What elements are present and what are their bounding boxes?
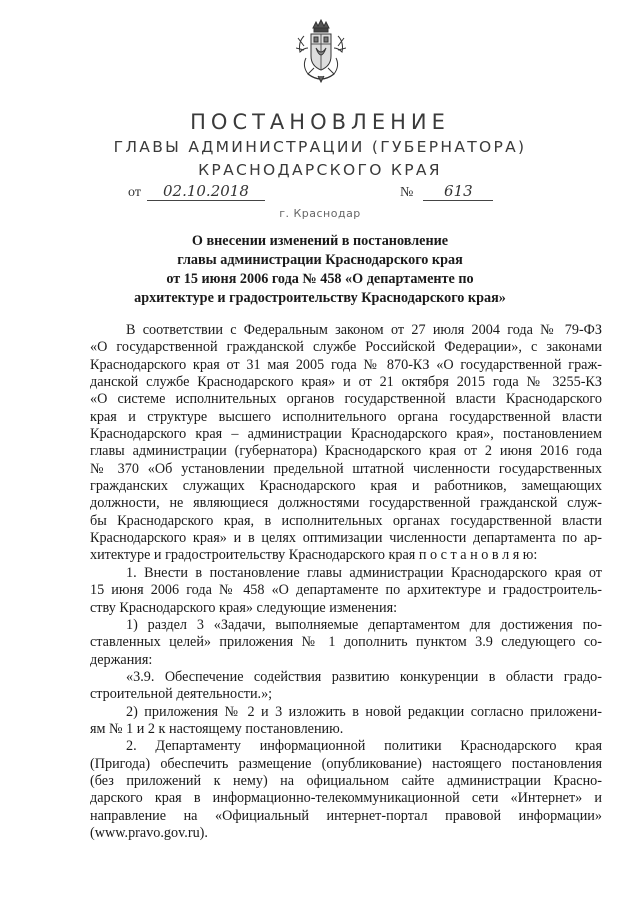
body-line: ству Краснодарского края» следующие изменения:	[90, 599, 398, 616]
document-title	[0, 232, 640, 308]
title-line: главы администрации Краснодарского края	[177, 252, 463, 268]
body-line: 15 июня 2006 года № 458 «О департаменте по архитектуре и градостроитель-	[90, 582, 602, 599]
body-line: держания:	[90, 651, 153, 668]
body-line: В соответствии с Федеральным законом от 27 июля 2004 года № 79-ФЗ	[126, 322, 602, 338]
body-line: Краснодарского края от 31 мая 2005 года № 870-КЗ «О государственной граж-	[90, 356, 602, 373]
city-label: г. Краснодар	[279, 207, 361, 220]
body-line: дарского края в информационно-телекоммуникационной сети «Интернет» и	[90, 790, 602, 807]
body-line: (без приложений к нему) на официальном сайте администрации Красно-	[90, 772, 602, 789]
document-type-heading: ПОСТАНОВЛЕНИЕ	[190, 110, 450, 134]
body-line: строительной деятельности.»;	[90, 686, 273, 703]
number-row	[400, 182, 493, 201]
body-line: 2. Департаменту информационной политики Краснодарского края	[126, 738, 602, 755]
coat-of-arms-icon	[296, 18, 346, 88]
body-line: Краснодарского края» и в целях оптимизации численности департамента по ар-	[90, 530, 602, 547]
body-line: ставленных целей» приложения № 1 дополнить пунктом 3.9 следующего со-	[90, 634, 602, 651]
body-line: № 370 «Об установлении предельной штатной численности государственных	[90, 460, 602, 477]
body-line: «О государственной гражданской службе Российской Федерации», с законами	[90, 339, 602, 356]
date-row	[128, 182, 265, 201]
body-line: главы администрации (губернатора) Краснодарского края от 2 июня 2016 года	[90, 443, 602, 460]
body-line: (Пригода) обеспечить размещение (опубликование) настоящего постановления	[90, 755, 602, 772]
date-prefix: от	[128, 185, 141, 200]
document-body	[90, 322, 602, 842]
body-line: направление на «Официальный интернет-портал правовой информации»	[90, 807, 602, 824]
body-line: «3.9. Обеспечение содействия развитию конкуренции в области градо-	[126, 668, 602, 685]
body-line: 1. Внести в постановление главы администрации Краснодарского края от	[126, 564, 602, 581]
body-line: хитектуре и градостроительству Краснодарского края п о с т а н о в л я ю:	[90, 547, 538, 564]
title-line: О внесении изменений в постановление	[191, 233, 449, 249]
body-line: (www.pravo.gov.ru).	[90, 824, 208, 841]
issuer-heading: ГЛАВЫ АДМИНИСТРАЦИИ (ГУБЕРНАТОРА)	[113, 138, 527, 156]
body-line: 2) приложения № 2 и 3 изложить в новой редакции согласно приложени-	[126, 703, 602, 720]
body-line: края и структуре высшего исполнительного органа государственной власти	[90, 408, 602, 425]
title-line: от 15 июня 2006 года № 458 «О департаменте по	[166, 271, 474, 287]
body-line: должности, не являющиеся должностями государственной гражданской служ-	[90, 495, 602, 512]
body-line: данской службе Краснодарского края» и от 21 октября 2015 года № 3255-КЗ	[90, 374, 602, 391]
body-line: «О системе исполнительных органов государственной власти Краснодарского	[90, 391, 602, 408]
body-line: бы Краснодарского края, в исполнительных органах государственной власти	[90, 512, 602, 529]
body-line: 1) раздел 3 «Задачи, выполняемые департаментом для достижения по-	[126, 616, 602, 633]
body-line: Краснодарского края – администрации Краснодарского края», постановлением	[90, 426, 602, 443]
number-value: 613	[423, 182, 493, 201]
title-line: архитектуре и градостроительству Краснодарского края»	[134, 290, 506, 306]
body-line: ям № 1 и 2 к настоящему постановлению.	[90, 720, 344, 737]
body-line: гражданских служащих Краснодарского края и работников, замещающих	[90, 478, 602, 495]
number-prefix: №	[400, 185, 414, 200]
region-heading: КРАСНОДАРСКОГО КРАЯ	[198, 161, 442, 179]
date-value: 02.10.2018	[147, 182, 265, 201]
